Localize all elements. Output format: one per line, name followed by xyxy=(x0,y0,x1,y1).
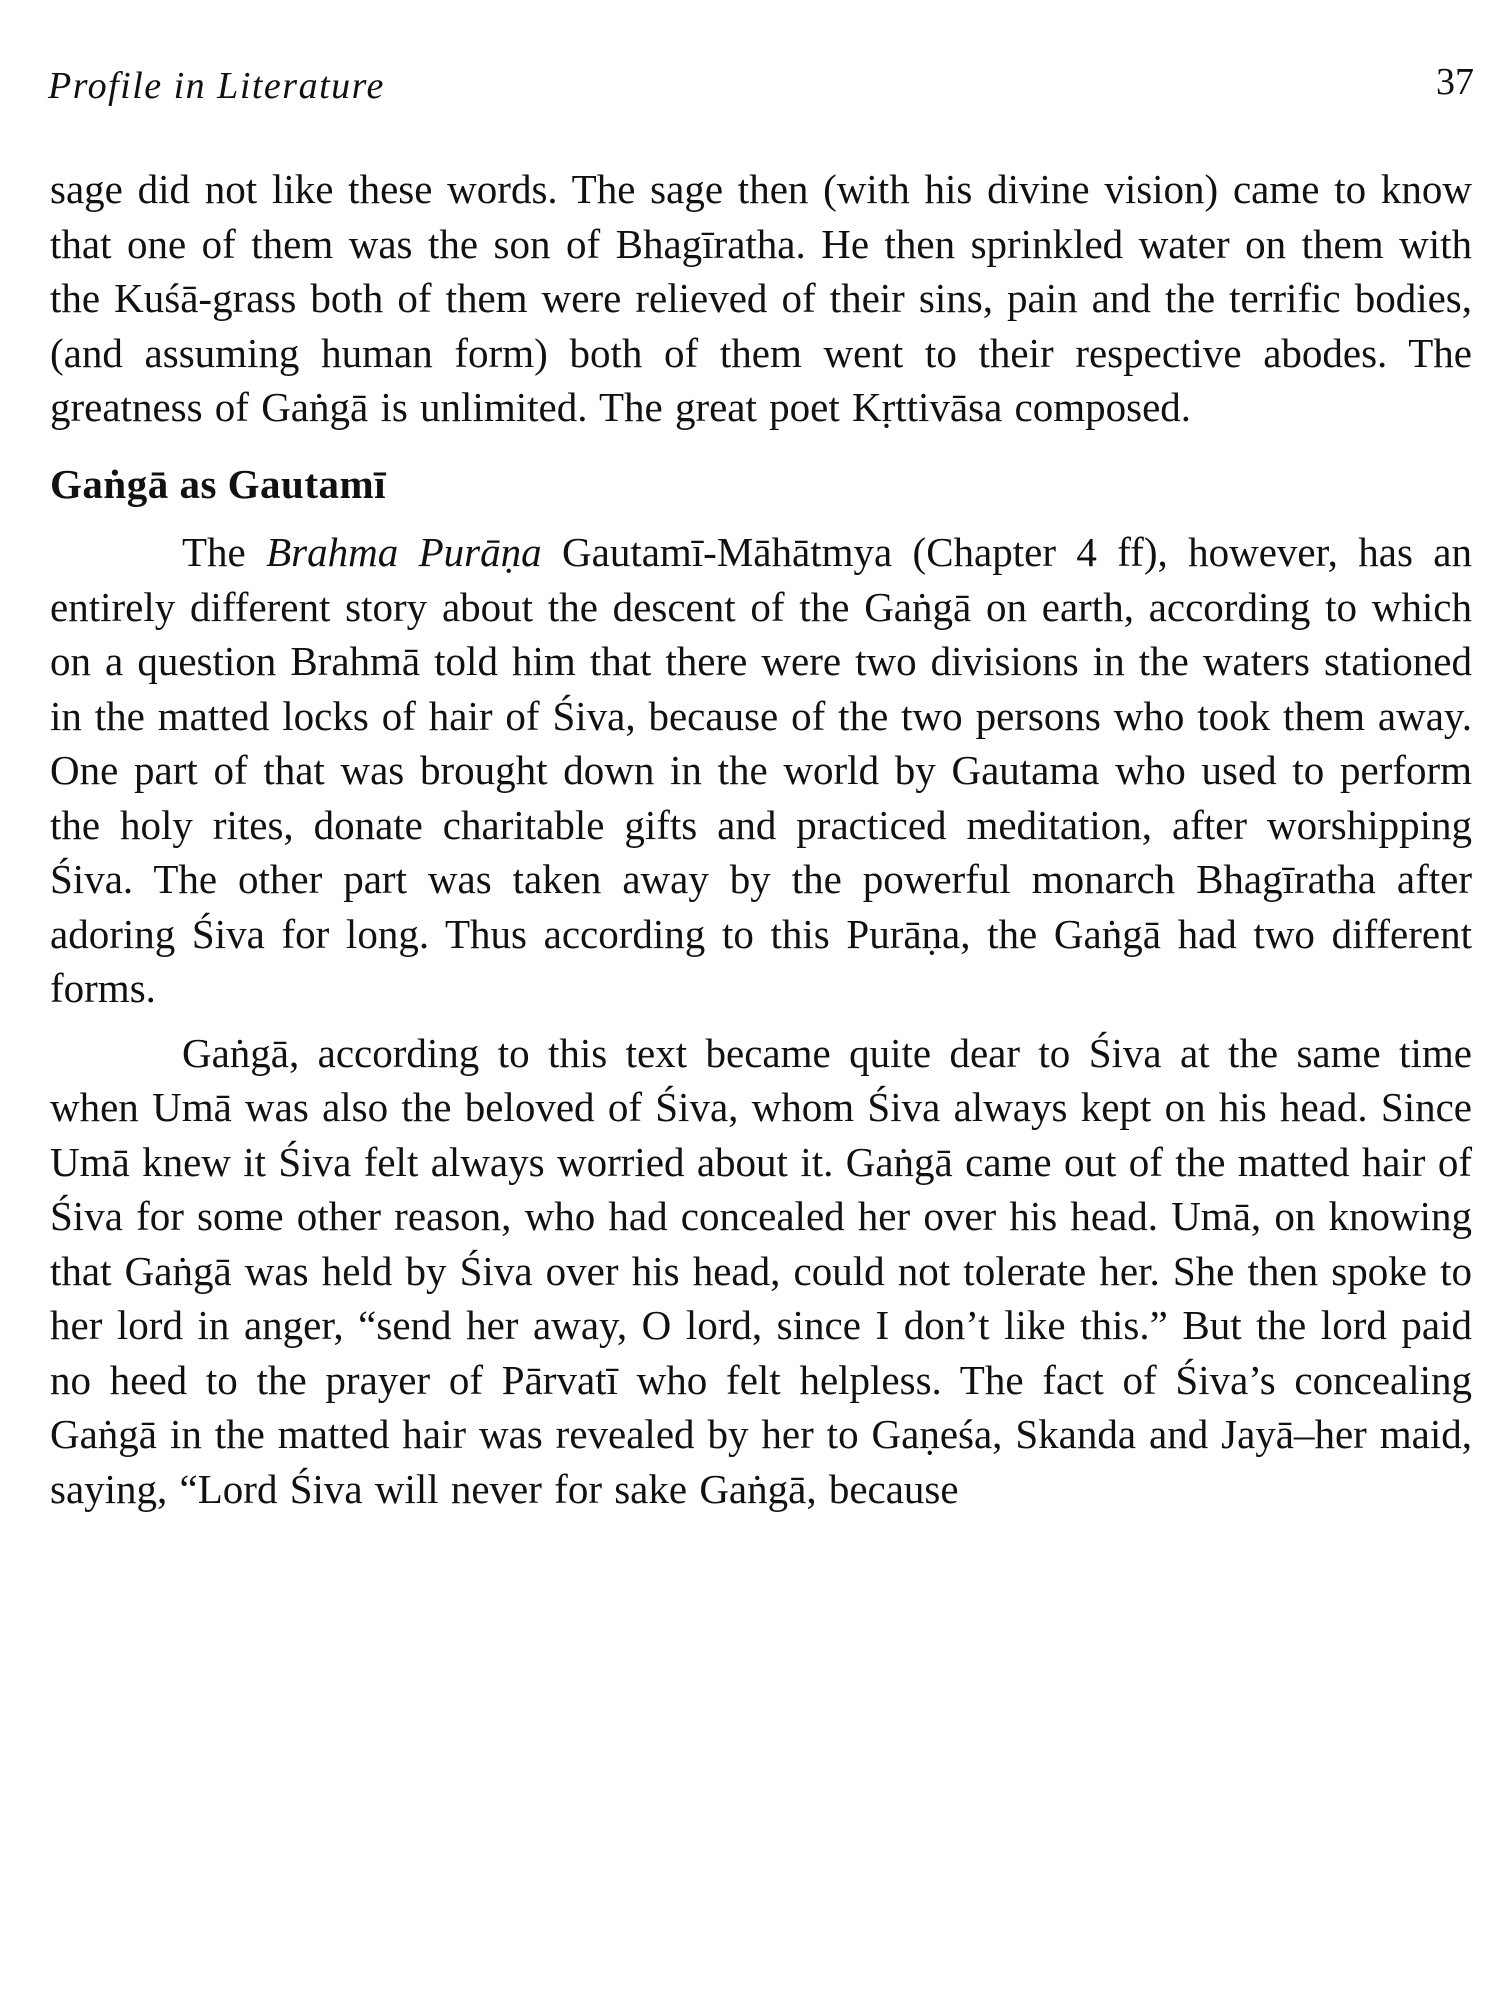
running-head: Profile in Literature xyxy=(48,65,385,107)
paragraph-continued: sage did not like these words. The sage then (with his divine vision) came to know that one of them was the son of Bhagīratha. He then sprinkled water on them with the Kuśā-grass both of them were relieved of their sins, pain and the terrific bodies, (and assuming human form) both of them went to their respective abodes. The greatness of Gaṅgā is unlimited. The great poet Kṛttivāsa composed. xyxy=(50,166,1472,430)
paragraph-body: Gautamī-Māhātmya (Chapter 4 ff), however, has an entirely different story about the descent of the Gaṅgā on earth, according to which on a question Brahmā told him that there were two divisions in the waters stationed in the matted locks of hair of Śiva, because of the two persons who took them away. One part of that was brought down in the world by Gautama who used to perform the holy rites, donate charitable gifts and practiced meditation, after worshipping Śiva. The other part was taken away by the powerful monarch Bhagīratha after adoring Śiva for long. Thus according to this Purāṇa, the Gaṅgā had two different forms. xyxy=(50,529,1472,1011)
book-title-italic: Brahma Purāṇa xyxy=(266,529,542,575)
paragraph-brahma-purana xyxy=(50,525,1472,1016)
page-number: 37 xyxy=(1436,61,1474,103)
body-text xyxy=(50,162,1472,1516)
paragraph-ganga-dear-to-siva: Gaṅgā, according to this text became quite dear to Śiva at the same time when Umā was also the beloved of Śiva, whom Śiva always kept on his head. Since Umā knew it Śiva felt always worried about it. Gaṅgā came out of the matted hair of Śiva for some other reason, who had concealed her over his head. Umā, on knowing that Gaṅgā was held by Śiva over his head, could not tolerate her. She then spoke to her lord in anger, “send her away, O lord, since I don’t like this.” But the lord paid no heed to the prayer of Pārvatī who felt helpless. The fact of Śiva’s concealing Gaṅgā in the matted hair was revealed by her to Gaṇeśa, Skanda and Jayā–her maid, saying, “Lord Śiva will never for sake Gaṅgā, because xyxy=(50,1029,1472,1512)
section-heading: Gaṅgā as Gautamī xyxy=(50,460,387,507)
paragraph-lead: The xyxy=(182,529,267,575)
